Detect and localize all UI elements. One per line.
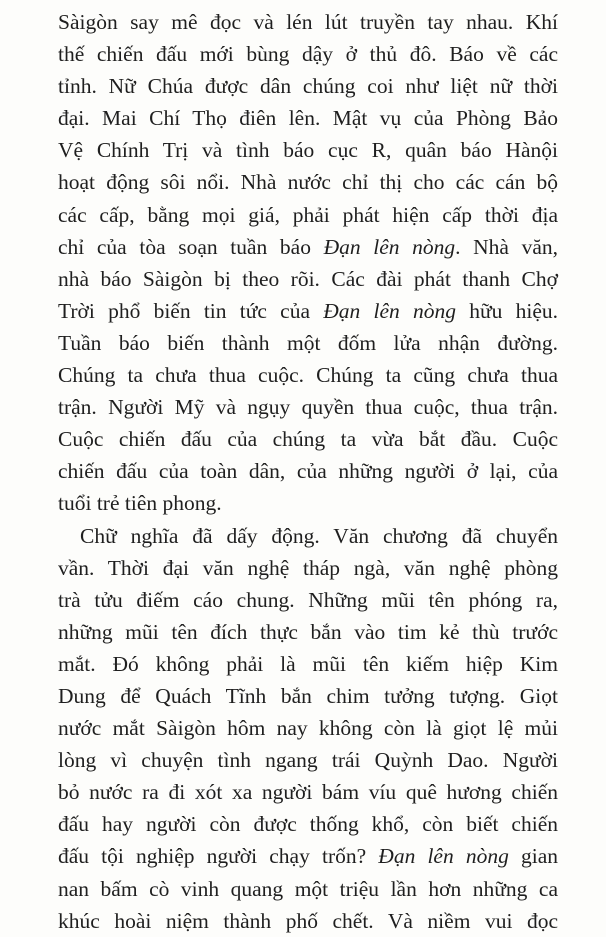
text-segment: các cấp, bằng mọi giá, phải phát hiện cấp thời địa [58,202,558,227]
text-segment: nan bấm cò vinh quang một triệu lần hơn những ca [58,876,558,901]
text-line [58,905,558,937]
text-line [58,648,558,680]
paragraph [58,6,558,520]
text-line [58,134,558,166]
text-line [58,38,558,70]
text-line [58,744,558,776]
text-segment: Cuộc chiến đấu của chúng ta vừa bắt đầu. Cuộc [58,427,558,452]
text-line [58,712,558,744]
text-segment: Dung để Quách Tĩnh bắn chim tưởng tượng. Giọt [58,683,558,708]
text-line [58,102,558,134]
text-segment: Vệ Chính Trị và tình báo cục R, quân báo Hànội [58,138,558,163]
text-line [58,455,558,487]
text-segment: tuổi trẻ tiên phong. [58,491,222,516]
text-line [58,487,558,519]
text-segment: thế chiến đấu mới bùng dậy ở thủ đô. Báo về các [58,42,558,67]
text-line [58,263,558,295]
text-line [58,808,558,840]
text-line [58,199,558,231]
text-line [58,616,558,648]
text-line [58,776,558,808]
text-segment: . Nhà văn, [455,234,558,259]
italic-title: Đạn lên nòng [323,234,456,259]
text-segment: bỏ nước ra đi xót xa người bám víu quê hương chiến [58,780,558,805]
text-line [58,391,558,423]
italic-title: Đạn lên nòng [323,298,456,323]
text-line [58,6,558,38]
text-segment: đại. Mai Chí Thọ điên lên. Mật vụ của Phòng Bảo [58,106,558,131]
text-line [58,584,558,616]
text-segment: Chúng ta chưa thua cuộc. Chúng ta cũng chưa thua [58,363,558,388]
text-line [58,359,558,391]
text-line [58,520,558,552]
text-segment: trận. Người Mỹ và ngụy quyền thua cuộc, thua trận. [58,395,558,420]
paragraph [58,520,558,937]
text-segment: gian [508,844,559,869]
text-segment: đấu hay người còn được thống khổ, còn biết chiến [58,812,558,837]
text-segment: chỉ của tòa soạn tuần báo [58,234,324,259]
text-segment: nước mắt Sàigòn hôm nay không còn là giọt lệ mủi [58,716,558,741]
text-line [58,552,558,584]
text-segment: Sàigòn say mê đọc và lén lút truyền tay nhau. Khí [58,10,558,34]
italic-title: Đạn lên nòng [378,844,509,869]
text-segment: Chữ nghĩa đã dấy động. Văn chương đã chuyển [80,523,558,548]
text-line [58,295,558,327]
text-segment: khúc hoài niệm thành phố chết. Và niềm vui đọc [58,908,558,933]
text-line [58,840,558,872]
text-segment: tỉnh. Nữ Chúa được dân chúng coi như liệt nữ thời [58,74,558,99]
text-line [58,166,558,198]
text-segment: hoạt động sôi nổi. Nhà nước chỉ thị cho các cán bộ [58,170,558,195]
text-line [58,70,558,102]
document-page [58,6,558,937]
text-segment: nhà báo Sàigòn bị theo rõi. Các đài phát thanh Chợ [58,266,558,291]
text-line [58,231,558,263]
text-segment: Trời phổ biến tin tức của [58,298,324,323]
text-segment: đấu tội nghiệp người chạy trốn? [58,844,379,869]
text-segment: chiến đấu của toàn dân, của những người ở lại, của [58,459,558,484]
text-segment: những mũi tên đích thực bắn vào tim kẻ thù trước [58,619,558,644]
text-line [58,680,558,712]
text-segment: lòng vì chuyện tình ngang trái Quỳnh Dao. Người [58,748,558,773]
text-line [58,873,558,905]
text-segment: mắt. Đó không phải là mũi tên kiếm hiệp Kim [58,651,558,676]
text-line [58,327,558,359]
text-segment: trà tửu điếm cáo chung. Những mũi tên phóng ra, [58,587,558,612]
text-line [58,423,558,455]
text-segment: vần. Thời đại văn nghệ tháp ngà, văn nghệ phòng [58,555,558,580]
text-segment: Tuần báo biến thành một đốm lửa nhận đường. [58,330,558,355]
text-segment: hữu hiệu. [456,298,559,323]
